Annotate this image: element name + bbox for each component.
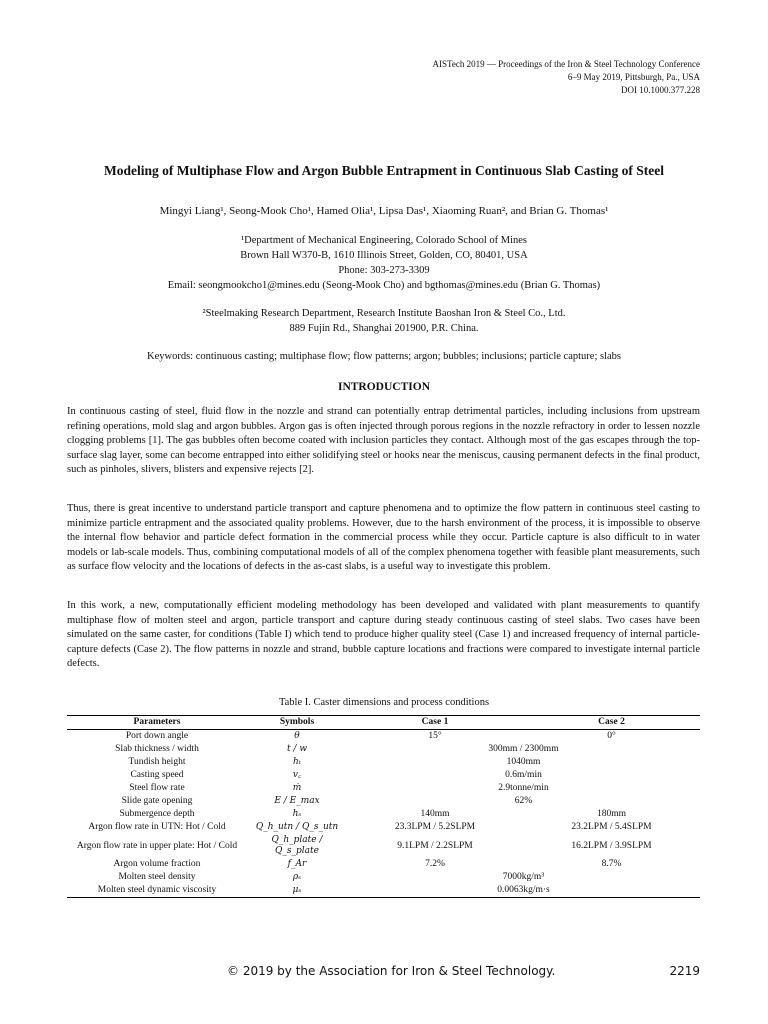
column-header: Symbols (247, 716, 347, 730)
affiliation-2 (40, 306, 728, 336)
shared-value-cell: 62% (514, 796, 533, 806)
column-header: Case 2 (523, 716, 700, 730)
parameter-cell: Steel flow rate (129, 783, 185, 793)
table-row (67, 756, 700, 769)
table-header-row (67, 716, 700, 730)
affiliation-1-phone: Phone: 303-273-3309 (338, 265, 430, 276)
symbol-cell: θ (294, 731, 300, 741)
running-header (432, 58, 700, 97)
parameter-cell: Argon flow rate in upper plate: Hot / Cold (76, 840, 238, 851)
conference-line: AISTech 2019 — Proceedings of the Iron & Steel Technology Conference (432, 59, 700, 69)
parameter-cell: Submergence depth (119, 809, 195, 819)
case2-cell: 8.7% (601, 859, 622, 869)
body-paragraph: In continuous casting of steel, fluid flow in the nozzle and strand can potentially entrap detrimental particles, including inclusions from upstream refining operations, mold slag and argon bubbles. Argon gas is often injected through porous regions in the nozzle refractory in order to lessen nozzle clogging problems [1]. The gas bubbles often become coated with inclusion particles they contact. Although most of the gas escapes through the top-surface slag layer, some can become entrapped into either solidifying steel or hooks near the meniscus, causing permanent defects in the final product, such as pinholes, slivers, blisters and expensive rejects [2]. (67, 406, 700, 476)
affiliation-1-email: Email: seongmookcho1@mines.edu (Seong-Mook Cho) and bgthomas@mines.edu (Brian G. Thomas) (167, 280, 601, 291)
table-row (67, 808, 700, 821)
page-number: 2219 (669, 964, 700, 978)
symbol-cell: Q_h_utn / Q_s_utn (255, 822, 339, 832)
table-row (67, 795, 700, 808)
doi-line: DOI 10.1000.377.228 (621, 85, 700, 95)
table-row (67, 730, 700, 744)
parameter-cell: Molten steel dynamic viscosity (67, 884, 247, 898)
symbol-cell: hₛ (292, 809, 302, 819)
affiliation-2-address: 889 Fujin Rd., Shanghai 201900, P.R. China. (289, 323, 479, 334)
case1-cell: 9.1LPM / 2.2SLPM (397, 840, 473, 851)
affiliation-1-address: Brown Hall W370-B, 1610 Illinois Street, Golden, CO, 80401, USA (240, 250, 528, 261)
parameter-cell: Casting speed (130, 770, 184, 780)
parameter-cell: Argon volume fraction (113, 859, 201, 869)
symbol-cell: ṁ (292, 783, 302, 793)
case1-cell: 7.2% (425, 859, 445, 869)
shared-value-cell: 300mm / 2300mm (488, 744, 559, 754)
caster-conditions-table (67, 715, 700, 898)
shared-value-cell: 0.0063kg/m·s (347, 884, 700, 898)
shared-value-cell: 0.6m/min (505, 770, 542, 780)
parameter-cell: Argon flow rate in UTN: Hot / Cold (88, 822, 226, 832)
case2-cell: 0° (607, 731, 616, 741)
body-paragraph: In this work, a new, computationally efficient modeling methodology has been developed and validated with plant measurements to quantify multiphase flow of molten steel and argon, particle transport and capture during steady continuous casting of steel slabs. Two cases have been simulated on the same caster, for conditions (Table I) which tend to produce higher quality steel (Case 1) and increased frequency of internal particle-capture defects (Case 2). The flow patterns in nozzle and strand, bubble capture locations and fractions were compared to investigate internal particle defects. (67, 600, 700, 670)
case2-cell: 23.2LPM / 5.4SLPM (571, 822, 652, 832)
column-header: Case 1 (347, 716, 523, 730)
table-row (67, 834, 700, 858)
table-row (67, 884, 700, 898)
symbol-cell: Q_h_plate / Q_s_plate (271, 835, 323, 856)
table-row (67, 782, 700, 795)
case1-cell: 23.3LPM / 5.2SLPM (394, 822, 476, 832)
table-row (67, 821, 700, 834)
table-caption: Table I. Caster dimensions and process conditions (278, 697, 490, 708)
column-header: Parameters (67, 716, 247, 730)
case2-cell: 16.2LPM / 3.9SLPM (571, 840, 652, 851)
parameter-cell: Molten steel density (118, 872, 196, 882)
symbol-cell: μₛ (247, 884, 347, 898)
date-line: 6–9 May 2019, Pittsburgh, Pa., USA (567, 72, 700, 82)
body-paragraph: Thus, there is great incentive to understand particle transport and capture phenomena and to optimize the flow pattern in continuous steel casting to minimize particle entrapment and the associated quality problems. However, due to the harsh environment of the process, it is impossible to observe the internal flow behavior and particle defect formation in the commercial process while they occur. Particle capture is also difficult to in water models or lab-scale models. Thus, combining computational models of all of the complex phenomena together with feasible plant measurements, such as surface flow velocity and the locations of defects in the as-cast slabs, is a useful way to investigate this problem. (67, 503, 700, 573)
affiliation-1 (40, 233, 728, 293)
paper-title: Modeling of Multiphase Flow and Argon Bubble Entrapment in Continuous Slab Casting of Steel (104, 163, 664, 178)
parameter-cell: Slide gate opening (121, 796, 193, 806)
parameter-cell: Port down angle (125, 731, 189, 741)
parameter-cell: Slab thickness / width (115, 744, 199, 754)
author-list: Mingyi Liang¹, Seong-Mook Cho¹, Hamed Olia¹, Lipsa Das¹, Xiaoming Ruan², and Brian G. Thomas¹ (159, 205, 609, 217)
symbol-cell: E / E_max (274, 796, 320, 806)
symbol-cell: v꜀ (292, 770, 302, 780)
table-row (67, 769, 700, 782)
table-row (67, 871, 700, 884)
parameter-cell: Tundish height (128, 757, 186, 767)
shared-value-cell: 1040mm (506, 757, 541, 767)
keywords: Keywords: continuous casting; multiphase flow; flow patterns; argon; bubbles; inclusions; particle capture; slabs (147, 351, 621, 362)
table-row (67, 743, 700, 756)
copyright-notice: © 2019 by the Association for Iron & Steel Technology. (227, 964, 556, 978)
symbol-cell: t / w (286, 744, 308, 754)
symbol-cell: f_Ar (287, 859, 307, 869)
shared-value-cell: 7000kg/m³ (502, 872, 545, 882)
affiliation-2-dept: ²Steelmaking Research Department, Research Institute Baoshan Iron & Steel Co., Ltd. (202, 308, 566, 319)
case1-cell: 15° (428, 731, 442, 741)
section-heading: INTRODUCTION (337, 381, 430, 393)
affiliation-1-dept: ¹Department of Mechanical Engineering, Colorado School of Mines (241, 235, 527, 246)
case1-cell: 140mm (420, 809, 450, 819)
case2-cell: 180mm (596, 809, 627, 819)
table-row (67, 858, 700, 871)
symbol-cell: hₜ (292, 757, 301, 767)
symbol-cell: ρₛ (292, 872, 302, 882)
shared-value-cell: 2.9tonne/min (498, 783, 549, 793)
